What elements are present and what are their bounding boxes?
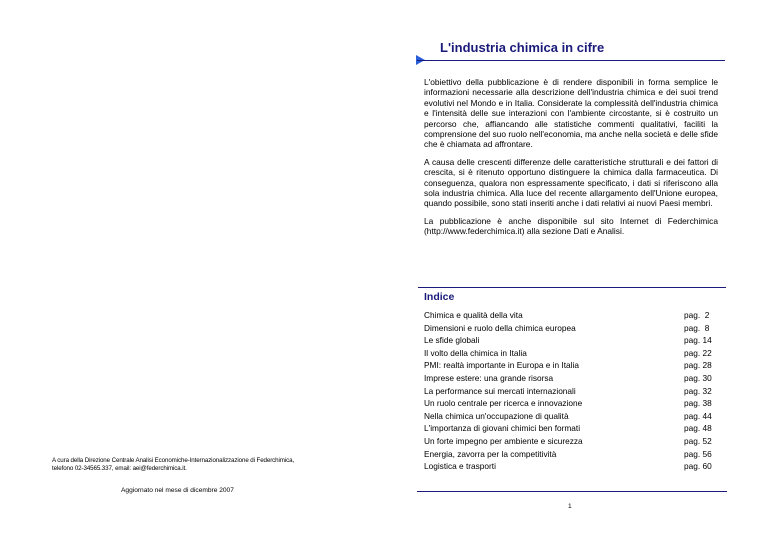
index-list <box>424 309 718 473</box>
index-item[interactable] <box>424 397 718 410</box>
update-note: Aggiornato nel mese di dicembre 2007 <box>121 487 234 494</box>
index-item-page: pag. 2 <box>684 310 710 320</box>
footer-divider <box>417 491 727 492</box>
index-heading: Indice <box>424 291 455 303</box>
index-item-page: pag. 28 <box>684 360 712 371</box>
index-item-page: pag. 44 <box>684 410 712 421</box>
index-item-page: pag. 14 <box>684 335 712 346</box>
index-item[interactable] <box>424 410 718 423</box>
page-number: 1 <box>568 503 572 510</box>
index-item-label: Chimica e qualità della vita <box>424 310 523 320</box>
index-item-page: pag. 52 <box>684 435 712 446</box>
intro-paragraph: La pubblicazione è anche disponibile sul sito Internet di Federchimica (http://www.federchimica.it) alla sezione Dati e Analisi. <box>424 215 718 237</box>
index-item-label: Un ruolo centrale per ricerca e innovazione <box>424 398 583 409</box>
index-item-label: Logistica e trasporti <box>424 461 496 472</box>
index-item-page: pag. 30 <box>684 372 712 383</box>
title-divider <box>417 60 725 61</box>
index-item-label: Nella chimica un'occupazione di qualità <box>424 410 569 421</box>
index-item-label: Il volto della chimica in Italia <box>424 347 527 358</box>
index-item[interactable] <box>424 322 718 335</box>
index-item[interactable] <box>424 448 718 461</box>
credit-text <box>52 457 342 473</box>
index-item[interactable] <box>424 435 718 448</box>
index-item-page: pag. 22 <box>684 347 712 358</box>
index-item[interactable] <box>424 372 718 385</box>
index-divider <box>418 287 726 288</box>
index-item-page: pag. 32 <box>684 385 712 396</box>
index-item[interactable] <box>424 422 718 435</box>
index-item-page: pag. 48 <box>684 423 712 434</box>
index-item[interactable] <box>424 309 718 322</box>
credit-line: A cura della Direzione Centrale Analisi Economiche-Internazionalizzazione di Federchimica, <box>52 457 295 464</box>
index-item-label: La performance sui mercati internazionali <box>424 385 576 396</box>
index-item[interactable] <box>424 460 718 473</box>
intro-paragraph: A causa delle crescenti differenze delle caratteristiche strutturali e dei fattori di crescita, si è ritenuto opportuno distinguere la chimica dalla farmaceutica. Di conseguenza, qualora non espressamente specificato, i dati si riferiscono alla sola industria chimica. Alla luce del recente allargamento dell'Unione europea, quando possibile, sono stati inseriti anche i dati relativi ai nuovi Paesi membri. <box>424 156 718 209</box>
intro-text <box>424 77 718 244</box>
index-item-page: pag. 38 <box>684 398 712 409</box>
index-item-label: PMI: realtà importante in Europa e in Italia <box>424 360 579 371</box>
credit-line: telefono 02-34565.337, email: aei@federchimica.it. <box>52 465 187 472</box>
intro-paragraph: L'obiettivo della pubblicazione è di rendere disponibili in forma semplice le informazioni necessarie alla descrizione dell'industria chimica e dei suoi trend evolutivi nel Mondo e in Italia. Considerate la complessità dell'industria chimica e l'intensità delle sue interazioni con l'ambiente circostante, si è costruito un percorso che, affiancando alle statistiche commenti qualitativi, faciliti la comprensione del suo ruolo nell'economia, ma anche nella società e delle sfide che è chiamata ad affrontare. <box>424 77 718 150</box>
index-item[interactable] <box>424 347 718 360</box>
index-item[interactable] <box>424 385 718 398</box>
index-item-page: pag. 56 <box>684 448 712 459</box>
index-item-label: Le sfide globali <box>424 335 480 346</box>
index-item-label: Un forte impegno per ambiente e sicurezza <box>424 435 583 446</box>
index-item-label: Energia, zavorra per la competitività <box>424 448 557 459</box>
index-item[interactable] <box>424 334 718 347</box>
index-item-label: L'importanza di giovani chimici ben formati <box>424 423 581 434</box>
index-item-page: pag. 8 <box>684 322 710 333</box>
index-item-label: Dimensioni e ruolo della chimica europea <box>424 322 576 333</box>
page-title: L'industria chimica in cifre <box>440 40 605 55</box>
index-item-label: Imprese estere: una grande risorsa <box>424 372 554 383</box>
index-item-page: pag. 60 <box>684 461 712 472</box>
index-item[interactable] <box>424 359 718 372</box>
